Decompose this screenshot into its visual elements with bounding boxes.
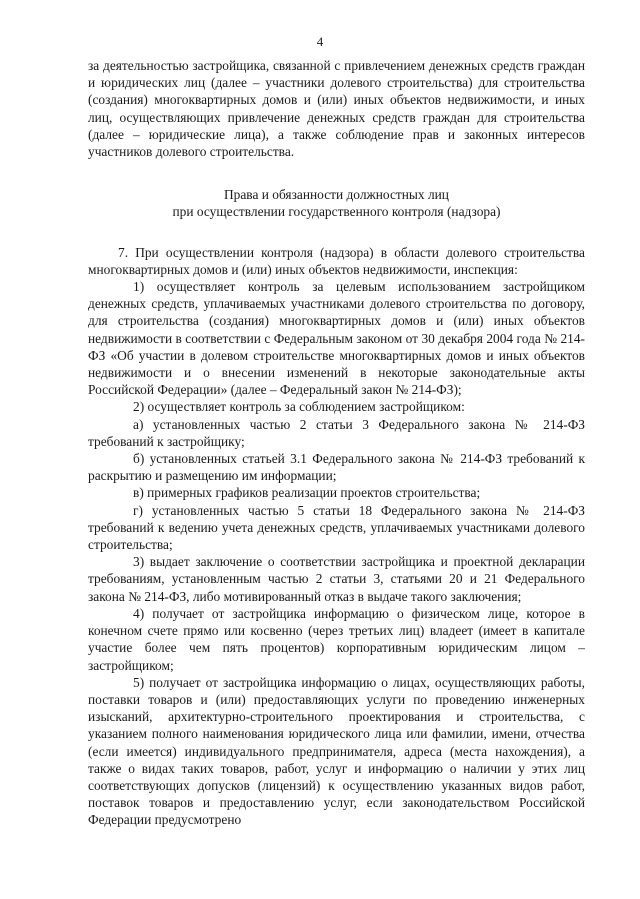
item-3: 3) выдает заключение о соответствии застройщика и проектной декларации требованиям, установленным частью 2 статьи 3, статьями 20 и 21 Федерального закона № 214-ФЗ, либо мотивированный отказ в выдаче такого заключения; xyxy=(88,554,585,604)
item-2a: а) установленных частью 2 статьи 3 Федерального закона № 214-ФЗ требований к застройщику; xyxy=(88,416,585,449)
item-5: 5) получает от застройщика информацию о лицах, осуществляющих работы, поставки товаров и (или) предоставляющих услуги по проведению инженерных изысканий, архитектурно-строительного проектирования и строительства, с указанием полного наименования юридического лица или фамилии, имени, отчества (если имеется) индивидуального предпринимателя, адреса (места нахождения), а также о видах таких товаров, работ, услуг и информацию о наличии у этих лиц соответствующих допусков (лицензий) к осуществлению указанных видов работ, поставок товаров и предоставлению услуг, если законодательством Российской Федерации предусмотрено xyxy=(88,674,585,828)
section-heading xyxy=(88,186,585,220)
item-1: 1) осуществляет контроль за целевым использованием застройщиком денежных средств, уплачиваемых участниками долевого строительства по договору, для строительства (создания) многоквартирных домов и (или) иных объектов недвижимости в соответствии с Федеральным законом от 30 декабря 2004 года № 214-ФЗ «Об участии в долевом строительстве многоквартирных домов и иных объектов недвижимости и о внесении изменений в некоторые законодательные акты Российской Федерации» (далее – Федеральный закон № 214-ФЗ); xyxy=(88,279,585,398)
item-2: 2) осуществляет контроль за соблюдением застройщиком: xyxy=(133,399,465,415)
item-2v: в) примерных графиков реализации проектов строительства; xyxy=(133,485,481,501)
item-4: 4) получает от застройщика информацию о физическом лице, которое в конечном счете прямо или косвенно (через третьих лиц) владеет (имеет в капитале участие более чем пять процентов) корпоративным юридическим лицом – застройщиком; xyxy=(88,605,585,673)
section-heading-line-2: при осуществлении государственного контроля (надзора) xyxy=(172,204,501,220)
document-body xyxy=(88,57,585,829)
intro-paragraph: за деятельностью застройщика, связанной с привлечением денежных средств граждан и юридических лиц (далее – участники долевого строительства) для строительства (создания) многоквартирных домов и (или) иных объектов недвижимости, и иных лиц, осуществляющих привлечение денежных средств граждан для строительства (далее – юридические лица), а также соблюдение прав и законных интересов участников долевого строительства. xyxy=(88,58,585,160)
item-2b: б) установленных статьей 3.1 Федерального закона № 214-ФЗ требований к раскрытию и размещению им информации; xyxy=(88,451,585,484)
section-heading-line-1: Права и обязанности должностных лиц xyxy=(224,187,449,203)
paragraph-7: 7. При осуществлении контроля (надзора) в области долевого строительства многоквартирных домов и (или) иных объектов недвижимости, инспекция: xyxy=(88,244,585,277)
page-number: 4 xyxy=(316,34,324,49)
item-2g: г) установленных частью 5 статьи 18 Федерального закона № 214-ФЗ требований к ведению учета денежных средств, уплачиваемых участниками долевого строительства; xyxy=(88,502,585,553)
